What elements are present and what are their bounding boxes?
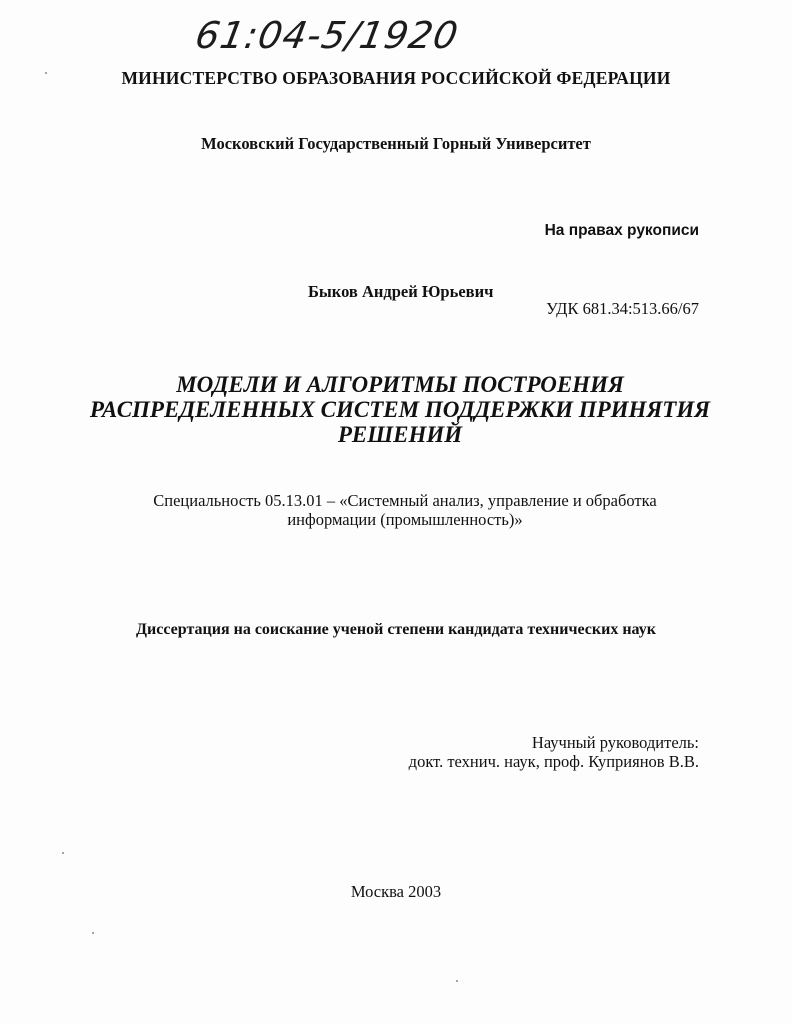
city-and-year: Москва 2003 xyxy=(350,882,442,901)
specialty-description xyxy=(100,491,710,529)
scan-speck xyxy=(456,980,458,982)
title-line: МОДЕЛИ И АЛГОРИТМЫ ПОСТРОЕНИЯ xyxy=(176,372,624,397)
title-line: РАСПРЕДЕЛЕННЫХ СИСТЕМ ПОДДЕРЖКИ ПРИНЯТИЯ xyxy=(89,397,711,422)
supervisor-name: докт. технич. наук, проф. Куприянов В.В. xyxy=(408,752,699,771)
title-line: РЕШЕНИЙ xyxy=(337,422,463,447)
university-name: Московский Государственный Горный Университет xyxy=(201,134,591,153)
scientific-supervisor xyxy=(409,733,699,771)
manuscript-rights-label: На правах рукописи xyxy=(544,222,699,239)
scan-speck xyxy=(45,72,47,74)
ministry-header: МИНИСТЕРСТВО ОБРАЗОВАНИЯ РОССИЙСКОЙ ФЕДЕРАЦИИ xyxy=(121,68,671,88)
author-name: Быков Андрей Юрьевич xyxy=(308,282,494,301)
udc-code: УДК 681.34:513.66/67 xyxy=(546,299,699,318)
scan-speck xyxy=(92,932,94,934)
dissertation-title xyxy=(60,372,740,447)
handwritten-archive-number: 61:04-5/1920 xyxy=(192,14,462,57)
scan-speck xyxy=(62,852,64,854)
dissertation-degree: Диссертация на соискание ученой степени кандидата технических наук xyxy=(136,621,656,638)
specialty-line: Специальность 05.13.01 – «Системный анализ, управление и обработка xyxy=(153,491,657,510)
specialty-line: информации (промышленность)» xyxy=(287,510,523,529)
supervisor-label: Научный руководитель: xyxy=(531,733,699,752)
